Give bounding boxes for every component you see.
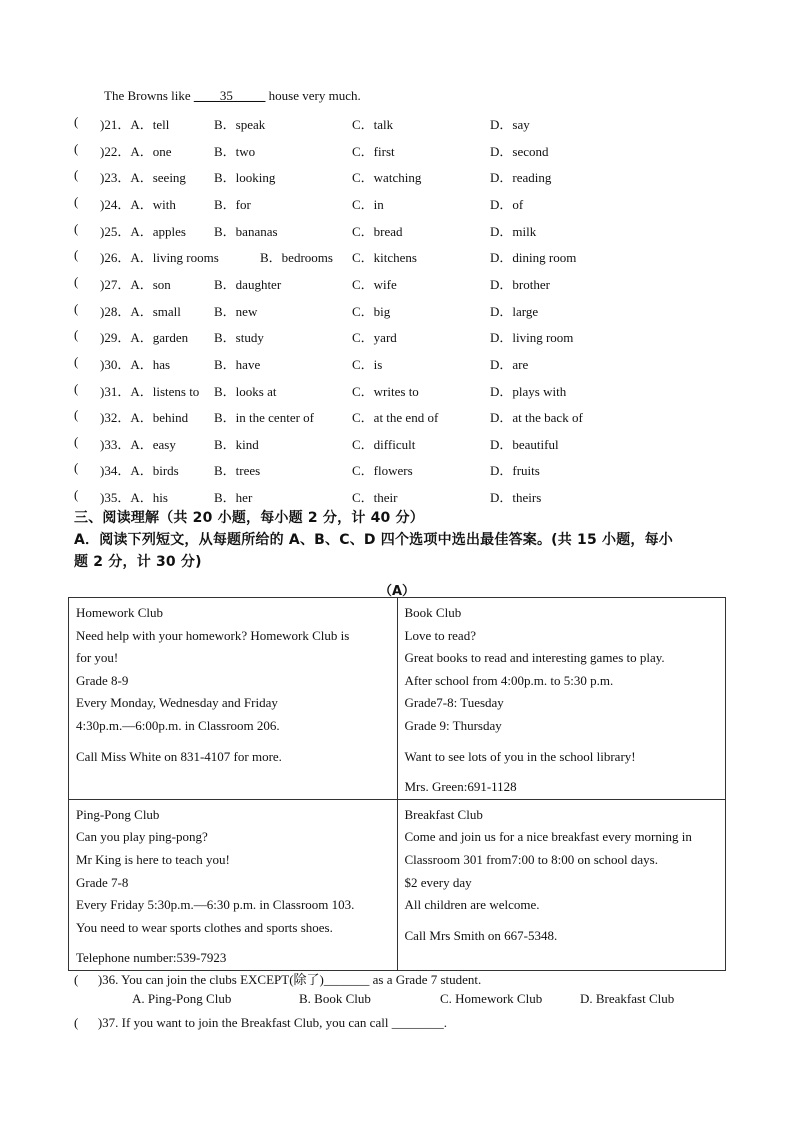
cloze-sentence: The Browns like ____35_____ house very much. <box>104 88 361 103</box>
answer-paren: ( <box>74 193 79 209</box>
question-row <box>74 141 734 159</box>
question-row <box>74 434 734 452</box>
answer-paren: ( <box>74 273 79 289</box>
answer-paren: ( <box>74 487 79 503</box>
q36-option-a: A. Ping-Pong Club <box>132 991 232 1006</box>
question-option-c: C．flowers <box>352 463 413 479</box>
question-row <box>74 487 734 505</box>
question-option-a: )28．A．small <box>100 303 181 319</box>
question-option-a: )31．A．listens to <box>100 383 200 399</box>
question-option-a: )33．A．easy <box>100 436 176 452</box>
pingpong-club-cell: Ping-Pong Club Can you play ping-pong? Mr King is here to teach you! Grade 7-8 Every Friday 5:30p.m.—6:30 p.m. in Classroom 103. You need to wear sports clothes and sports shoes. Telephone number:539-7923 <box>69 799 398 970</box>
question-option-d: D．are <box>490 356 529 372</box>
answer-paren: ( <box>74 114 79 129</box>
question-option-d: D．milk <box>490 223 537 239</box>
question-option-d: D．at the back of <box>490 410 583 426</box>
question-option-d: D．dining room <box>490 250 577 266</box>
question-row <box>74 381 734 399</box>
question-option-a: )25．A．apples <box>100 223 186 239</box>
question-option-b: B．looks at <box>214 383 277 399</box>
question-option-d: D．large <box>490 303 539 319</box>
question-option-a: )27．A．son <box>100 276 171 292</box>
question-row <box>74 221 734 239</box>
question-row <box>74 167 734 185</box>
answer-paren: ( <box>74 460 79 476</box>
question-option-b: B．new <box>214 303 258 319</box>
question-option-c: C．at the end of <box>352 410 439 426</box>
question-option-a: )26．A．living rooms <box>100 250 219 266</box>
section-title: 三、阅读理解（共 20 小题，每小题 2 分，计 40 分） <box>74 510 424 526</box>
question-option-c: C．watching <box>352 170 422 186</box>
question-option-d: D．say <box>490 117 530 132</box>
question-option-b: B．looking <box>214 170 276 186</box>
answer-paren: ( <box>74 300 79 316</box>
question-option-b: B．study <box>214 330 264 346</box>
question-option-c: C．difficult <box>352 436 416 452</box>
question-row <box>74 407 734 425</box>
answer-paren: ( <box>74 327 79 343</box>
question-36: ( )36. You can join the clubs EXCEPT(除了)_______ as a Grade 7 student. <box>74 972 482 987</box>
question-option-b: B．two <box>214 143 256 159</box>
question-option-d: D．theirs <box>490 490 542 506</box>
question-option-b: B．in the center of <box>214 410 314 426</box>
blank-35: ____35_____ <box>193 88 266 103</box>
question-option-a: )29．A．garden <box>100 330 189 346</box>
question-option-c: C．first <box>352 143 395 159</box>
question-option-c: C．big <box>352 303 391 319</box>
question-option-a: )30．A．has <box>100 356 171 372</box>
question-option-a: )22．A．one <box>100 143 172 159</box>
question-option-c: C．talk <box>352 117 394 132</box>
question-option-a: )35．A．his <box>100 490 168 506</box>
club-title: Homework Club <box>76 605 164 620</box>
question-option-d: D．reading <box>490 170 552 186</box>
answer-paren: ( <box>74 247 79 263</box>
question-option-c: C．wife <box>352 276 397 292</box>
homework-club-cell: Homework Club Need help with your homework? Homework Club is for you! Grade 8-9 Every Monday, Wednesday and Friday 4:30p.m.—6:00p.m. in Classroom 206. Call Miss White on 831-4107 for more. <box>69 598 398 800</box>
question-option-d: D．living room <box>490 330 574 346</box>
question-option-b: B．daughter <box>214 276 282 292</box>
question-option-a: )23．A．seeing <box>100 170 186 186</box>
question-option-c: C．is <box>352 356 383 372</box>
answer-paren: ( <box>74 353 79 369</box>
question-row <box>74 194 734 212</box>
question-option-a: )34．A．birds <box>100 463 179 479</box>
answer-paren: ( <box>74 407 79 423</box>
question-option-d: D．second <box>490 143 549 159</box>
question-option-d: D．brother <box>490 276 550 292</box>
club-title: Book Club <box>404 605 462 620</box>
club-title: Ping-Pong Club <box>76 806 160 822</box>
question-row <box>74 274 734 292</box>
question-option-b: B．for <box>214 196 251 212</box>
question-option-c: C．writes to <box>352 383 419 399</box>
question-row <box>74 114 734 132</box>
question-option-d: D．beautiful <box>490 436 559 452</box>
book-club-cell: Book Club Love to read? Great books to read and interesting games to play. After school from 4:00p.m. to 5:30 p.m. Grade7-8: Tuesday Grade 9: Thursday Want to see lots of you in the school library! Mrs. Green:691-1128 <box>397 598 726 800</box>
question-option-c: C．bread <box>352 223 403 239</box>
question-option-c: C．their <box>352 490 398 506</box>
answer-paren: ( <box>74 220 79 236</box>
question-row <box>74 460 734 478</box>
question-option-c: C．in <box>352 196 384 212</box>
question-option-c: C．yard <box>352 330 397 346</box>
passage-label: （A） <box>378 584 416 599</box>
club-table <box>68 597 726 971</box>
question-option-b: B．bananas <box>214 223 278 239</box>
question-option-b: B．kind <box>214 436 259 452</box>
answer-paren: ( <box>74 140 79 156</box>
question-option-c: C．kitchens <box>352 250 417 266</box>
question-option-b: B．bedrooms <box>260 250 333 266</box>
section-instruction: A．阅读下列短文，从每题所给的 A、B、C、D 四个选项中选出最佳答案。(共 15 小题，每小 <box>74 532 674 548</box>
question-option-a: )21．A．tell <box>100 117 170 132</box>
question-37: ( )37. If you want to join the Breakfast Club, you can call ________. <box>74 1015 447 1030</box>
answer-paren: ( <box>74 380 79 396</box>
question-option-a: )24．A．with <box>100 196 176 212</box>
question-option-d: D．fruits <box>490 463 540 479</box>
question-row <box>74 354 734 372</box>
question-row <box>74 301 734 319</box>
q36-option-b: B. Book Club <box>299 991 371 1006</box>
question-option-d: D．plays with <box>490 383 567 399</box>
question-option-b: B．trees <box>214 463 261 479</box>
answer-paren: ( <box>74 433 79 449</box>
answer-paren: ( <box>74 167 79 183</box>
q36-option-d: D. Breakfast Club <box>580 991 675 1006</box>
question-option-b: B．have <box>214 356 261 372</box>
breakfast-club-cell: Breakfast Club Come and join us for a nice breakfast every morning in Classroom 301 from7:00 to 8:00 on school days. $2 every day All children are welcome. Call Mrs Smith on 667-5348. <box>397 799 726 970</box>
club-title: Breakfast Club <box>404 806 483 822</box>
question-row <box>74 327 734 345</box>
question-row <box>74 247 734 265</box>
question-option-b: B．her <box>214 490 253 506</box>
question-option-b: B．speak <box>214 117 266 132</box>
q36-option-c: C. Homework Club <box>440 991 543 1006</box>
question-option-a: )32．A．behind <box>100 410 189 426</box>
section-instruction-cont: 题 2 分，计 30 分) <box>74 554 202 570</box>
question-option-d: D．of <box>490 196 524 212</box>
